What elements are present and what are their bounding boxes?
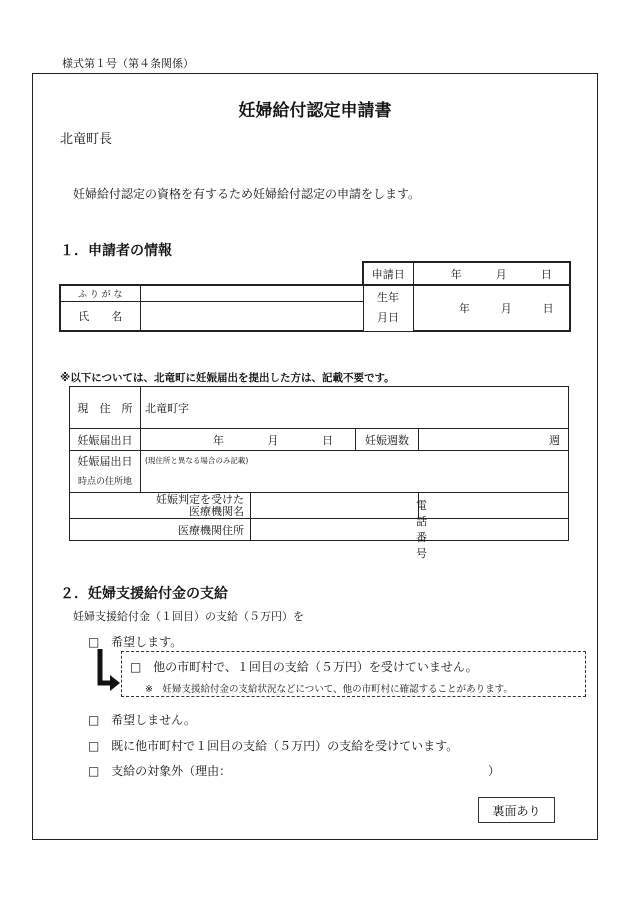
weeks-unit: 週 <box>549 433 560 447</box>
option-already-received-label: 既に他市町村で１回目の支給（５万円）の支給を受けています。 <box>111 739 459 753</box>
sub-option-label: 他の市町村で、１回目の支給（５万円）を受けていません。 <box>153 660 478 674</box>
month-unit: 月 <box>495 267 507 281</box>
birth-day-unit: 日 <box>542 302 554 315</box>
address-field[interactable] <box>141 387 569 429</box>
birth-date-field[interactable] <box>413 285 570 331</box>
addressee: 北竜町長 <box>60 132 113 147</box>
weeks-field[interactable] <box>419 429 569 451</box>
checkbox-ineligible[interactable]: □ <box>88 764 100 778</box>
year-unit: 年 <box>450 267 462 281</box>
application-date-field[interactable] <box>413 262 570 285</box>
institution-address-label: 医療機関住所 <box>70 519 251 541</box>
birth-year-unit: 年 <box>458 302 470 315</box>
notification-date-label: 妊娠届出日 <box>70 429 141 451</box>
notif-year-unit: 年 <box>212 433 224 447</box>
notif-day-unit: 日 <box>322 433 334 447</box>
day-unit: 日 <box>540 267 552 281</box>
ineligible-close-paren: ） <box>488 764 501 778</box>
checkbox-already-received[interactable]: □ <box>88 739 100 753</box>
notification-date-field[interactable] <box>141 429 356 451</box>
notif-address-label-2: 時点の住所地 <box>77 476 132 487</box>
section1-heading: １．申請者の情報 <box>60 243 172 259</box>
option-decline[interactable] <box>88 711 196 728</box>
institution-label <box>70 493 251 519</box>
birth-label-line2: 月日 <box>377 311 399 325</box>
option-wish[interactable] <box>88 633 182 650</box>
birth-label <box>363 285 413 331</box>
form-id: 様式第１号（第４条関係） <box>62 57 194 70</box>
date-label: 申請日 <box>363 262 413 285</box>
institution-name-field[interactable] <box>251 493 427 560</box>
phone-field[interactable] <box>419 493 569 519</box>
address-label: 現 住 所 <box>70 387 141 429</box>
applicant-table <box>59 261 571 332</box>
notification-address-label <box>70 451 141 493</box>
checkbox-not-received[interactable]: □ <box>130 660 142 674</box>
furigana-field[interactable] <box>140 285 363 301</box>
option-wish-label: 希望します。 <box>111 635 183 649</box>
option-decline-label: 希望しません。 <box>111 713 196 727</box>
exemption-note: ※以下については、北竜町に妊娠届出を提出した方は、記載不要です。 <box>60 372 395 384</box>
notification-address-hint: (現住所と異なる場合のみ記載) <box>145 456 249 465</box>
section2-lead: 妊婦支援給付金（１回目）の支給（５万円）を <box>73 610 304 623</box>
checkbox-decline[interactable]: □ <box>88 713 100 727</box>
option-ineligible[interactable] <box>88 762 231 779</box>
name-field[interactable] <box>140 301 363 331</box>
checkbox-wish[interactable]: □ <box>88 635 100 649</box>
sub-option-not-received[interactable] <box>130 658 478 675</box>
institution-label-2: 医療機関名 <box>189 504 244 518</box>
name-label: 氏 名 <box>60 301 140 331</box>
furigana-label: ふ り が な <box>60 285 140 301</box>
institution-label-1: 妊娠判定を受けた <box>156 492 244 506</box>
birth-label-line1: 生年 <box>377 291 399 305</box>
pregnancy-table <box>69 386 569 560</box>
sub-option-note: ※ 妊婦支援給付金の支給状況などについて、他の市町村に確認することがあります。 <box>145 684 513 695</box>
form-title: 妊婦給付認定申請書 <box>238 101 392 121</box>
turn-arrow-icon <box>94 649 122 693</box>
notif-address-label-1: 妊娠届出日 <box>77 454 133 468</box>
birth-month-unit: 月 <box>500 302 512 315</box>
option-already-received[interactable] <box>88 737 458 754</box>
notif-month-unit: 月 <box>267 433 279 447</box>
institution-address-field[interactable] <box>251 519 569 541</box>
weeks-label: 妊娠週数 <box>356 429 419 451</box>
option-ineligible-label: 支給の対象外（理由： <box>111 764 232 778</box>
notification-address-field[interactable] <box>141 451 569 493</box>
section2-heading: ２．妊婦支援給付金の支給 <box>60 586 228 602</box>
phone-label: 電話番号 <box>416 499 427 560</box>
back-side-note: 裏面あり <box>478 797 555 823</box>
address-value: 北竜町字 <box>145 401 189 415</box>
intro-text: 妊婦給付認定の資格を有するため妊婦給付認定の申請をします。 <box>73 187 421 201</box>
